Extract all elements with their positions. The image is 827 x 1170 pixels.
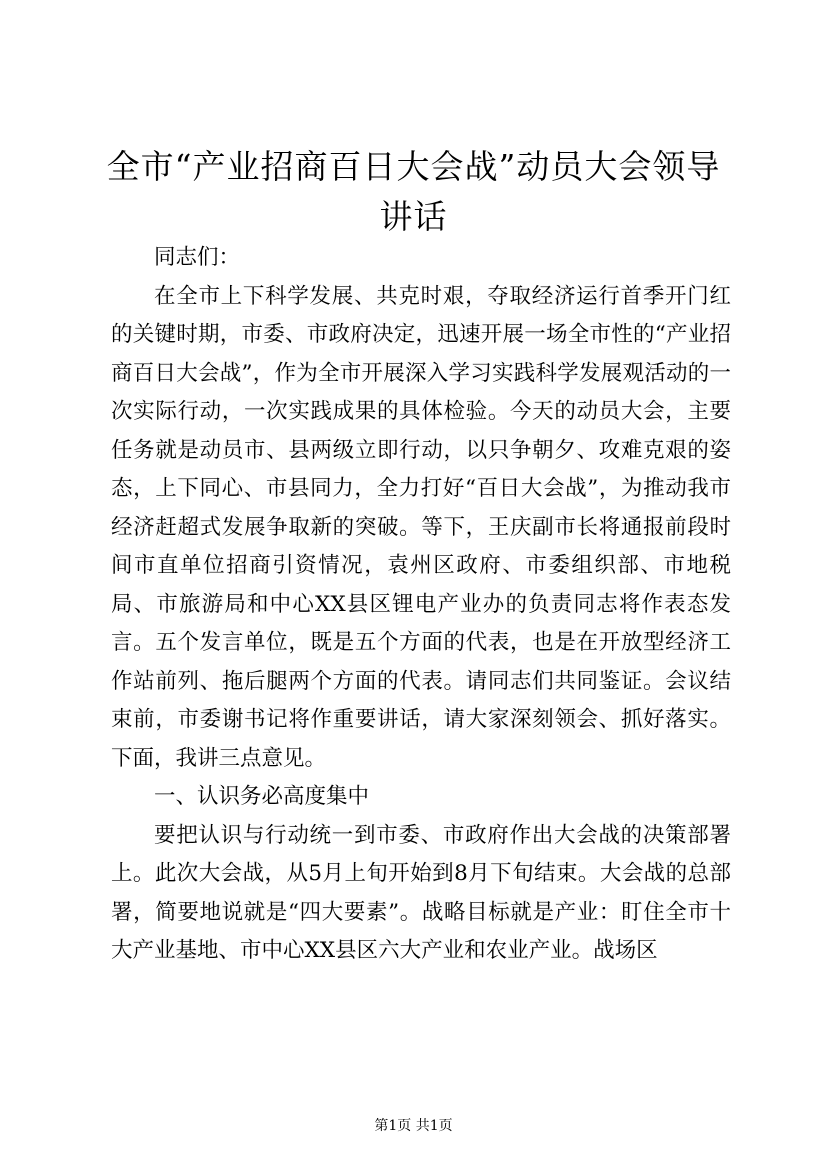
page-footer: 第1页 共1页: [374, 1118, 453, 1134]
document-title: 全市“产业招商百日大会战”动员大会领导讲话: [106, 147, 721, 236]
paragraph-section-1: 要把认识与行动统一到市委、市政府作出大会战的决策部署上。此次大会战，从5月上旬开始到8月下旬结束。大会战的总部署，简要地说就是“四大要素”。战略目标就是产业：盯住全市十大产业基地、市中心XX县区六大产业和农业产业。战场区: [111, 822, 731, 963]
greeting: 同志们：: [154, 245, 241, 270]
paragraph-intro: 在全市上下科学发展、共克时艰，夺取经济运行首季开门红的关键时期，市委、市政府决定，迅速开展一场全市性的“产业招商百日大会战”，作为全市开展深入学习实践科学发展观活动的一次实际行动，一次实践成果的具体检验。今天的动员大会，主要任务就是动员市、县两级立即行动，以只争朝夕、攻难克艰的姿态，上下同心、市县同力，全力打好“百日大会战”，为推动我市经济赶超式发展争取新的突破。等下，王庆副市长将通报前段时间市直单位招商引资情况，袁州区政府、市委组织部、市地税局、市旅游局和中心XX县区锂电产业办的负责同志将作表态发言。五个发言单位，既是五个方面的代表，也是在开放型经济工作站前列、拖后腿两个方面的代表。请同志们共同鉴证。会议结束前，市委谢书记将作重要讲话，请大家深刻领会、抓好落实。下面，我讲三点意见。: [111, 283, 731, 771]
document-body: [111, 239, 731, 971]
section-heading-1: 一、认识务必高度集中: [154, 784, 370, 809]
